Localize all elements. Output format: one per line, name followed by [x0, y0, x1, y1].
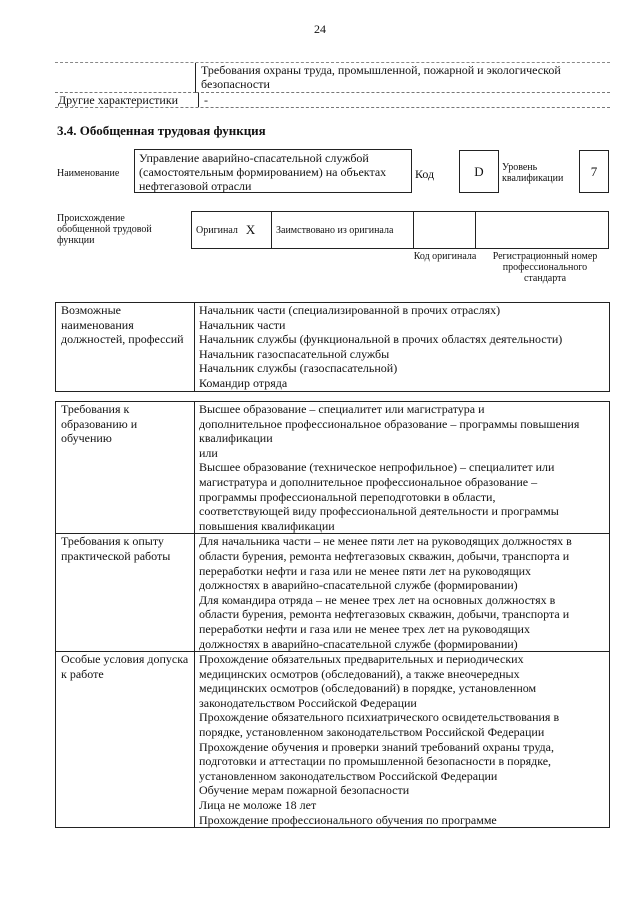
text-line: или — [199, 445, 218, 460]
text-line: Высшее образование – специалитет или магистратура и — [199, 402, 485, 416]
admission-conditions-text — [195, 652, 610, 828]
text-line: медицинских осмотров (обследований) в порядке, установленном — [199, 681, 537, 696]
text-line: программы профессиональной переподготовки в области, — [199, 489, 496, 504]
positions-table — [55, 302, 610, 392]
empty-cell — [55, 63, 196, 93]
table-row — [56, 303, 610, 392]
text-line: переработки нефти и газа или не менее трех лет на руководящих — [199, 621, 530, 636]
page-number: 24 — [314, 22, 326, 36]
registration-number-caption: Регистрационный номер профессионального стандарта — [492, 251, 598, 284]
text-line: Высшее образование (техническое непрофильное) – специалитет или — [199, 460, 555, 475]
text-line: дополнительное профессиональное образование – программы повышения — [199, 416, 580, 431]
text-line: медицинских осмотров (обследований), а также внеочередных — [199, 666, 520, 681]
qualification-level-label — [502, 162, 572, 184]
text-line: повышения квалификации — [199, 518, 335, 533]
text-line: квалификации — [199, 431, 273, 446]
text-line: подготовки и аттестации по промышленной безопасности в порядке, — [199, 754, 552, 769]
education-label: Требования к образованию и обучению — [56, 402, 195, 534]
text-line: установленном законодательством Российской Федерации — [199, 768, 498, 783]
positions-label: Возможные наименования должностей, профессий — [56, 303, 195, 392]
original-code-caption: Код оригинала — [413, 251, 477, 262]
original-cell — [192, 212, 272, 248]
list-item: Начальник части (специализированной в прочих отраслях) — [199, 303, 501, 317]
code-value-box: D — [459, 150, 499, 193]
text-line: соответствующей виду профессиональной деятельности и программы — [199, 504, 559, 519]
requirements-table — [55, 401, 610, 828]
text-line: должностях в аварийно-спасательной службе (формировании) — [199, 578, 518, 593]
original-code-cell — [414, 212, 476, 248]
name-label: Наименование — [57, 168, 120, 179]
list-item: Начальник службы (газоспасательной) — [199, 361, 398, 376]
qualification-level-box: 7 — [579, 150, 609, 193]
positions-list — [195, 303, 610, 392]
origin-table — [191, 211, 609, 249]
code-label: Код — [415, 167, 435, 181]
table-row — [55, 93, 610, 108]
text-line: Для начальника части – не менее пяти лет на руководящих должностях в — [199, 534, 572, 549]
text-line: Обучение мерам пожарной безопасности — [199, 783, 410, 798]
other-characteristics-value: - — [204, 93, 208, 107]
previous-table-fragment — [55, 62, 610, 108]
table-row — [55, 63, 610, 93]
list-item: Командир отряда — [199, 375, 288, 390]
experience-text — [195, 534, 610, 652]
text-line: порядке, установленном законодательством Российской Федерации — [199, 725, 545, 740]
section-heading: 3.4. Обобщенная трудовая функция — [57, 123, 266, 138]
list-item: Начальник части — [199, 317, 286, 332]
text-line: Для командира отряда – не менее трех лет на основных должностях в — [199, 592, 556, 607]
text-line: Прохождение обязательного психиатрического освидетельствования в — [199, 710, 560, 725]
text-line: Прохождение обязательных предварительных и периодических — [199, 652, 524, 667]
text-line: области бурения, ремонта нефтегазовых скважин, добычи, транспорта и — [199, 548, 570, 563]
text-line: переработки нефти и газа или не менее пяти лет на руководящих — [199, 563, 531, 578]
original-mark: X — [245, 222, 256, 237]
original-label: Оригинал — [196, 224, 238, 236]
text-line: Лица не моложе 18 лет — [199, 798, 317, 813]
function-name-box: Управление аварийно-спасательной службой (самостоятельным формированием) на объектах нефтегазовой отрасли — [134, 149, 412, 193]
text-line: должностях в аварийно-спасательной службе (формировании) — [199, 636, 518, 651]
text-line: магистратура и дополнительное профессиональное образование – — [199, 474, 538, 489]
table-row — [56, 402, 610, 534]
origin-label: Происхождение обобщенной трудовой функции — [57, 213, 152, 246]
borrowed-label: Заимствовано из оригинала — [276, 224, 394, 236]
table-row — [56, 652, 610, 828]
text-line: законодательством Российской Федерации — [199, 695, 417, 710]
safety-requirements-cell: Требования охраны труда, промышленной, пожарной и экологической безопасности — [196, 63, 610, 93]
education-text — [195, 402, 610, 534]
list-item: Начальник службы (функциональной в прочих областях деятельности) — [199, 332, 563, 347]
list-item: Начальник газоспасательной службы — [199, 346, 390, 361]
text-line: Прохождение профессионального обучения по программе — [199, 812, 497, 827]
experience-label: Требования к опыту практической работы — [56, 534, 195, 652]
borrowed-cell — [272, 212, 414, 248]
registration-number-cell — [476, 212, 608, 248]
table-row — [56, 534, 610, 652]
qualification-level-text: Уровень квалификации — [502, 162, 564, 184]
text-line: Прохождение обучения и проверки знаний требований охраны труда, — [199, 739, 554, 754]
text-line: области бурения, ремонта нефтегазовых скважин, добычи, транспорта и — [199, 607, 570, 622]
admission-conditions-label: Особые условия допуска к работе — [56, 652, 195, 828]
other-characteristics-label: Другие характеристики — [55, 93, 199, 107]
